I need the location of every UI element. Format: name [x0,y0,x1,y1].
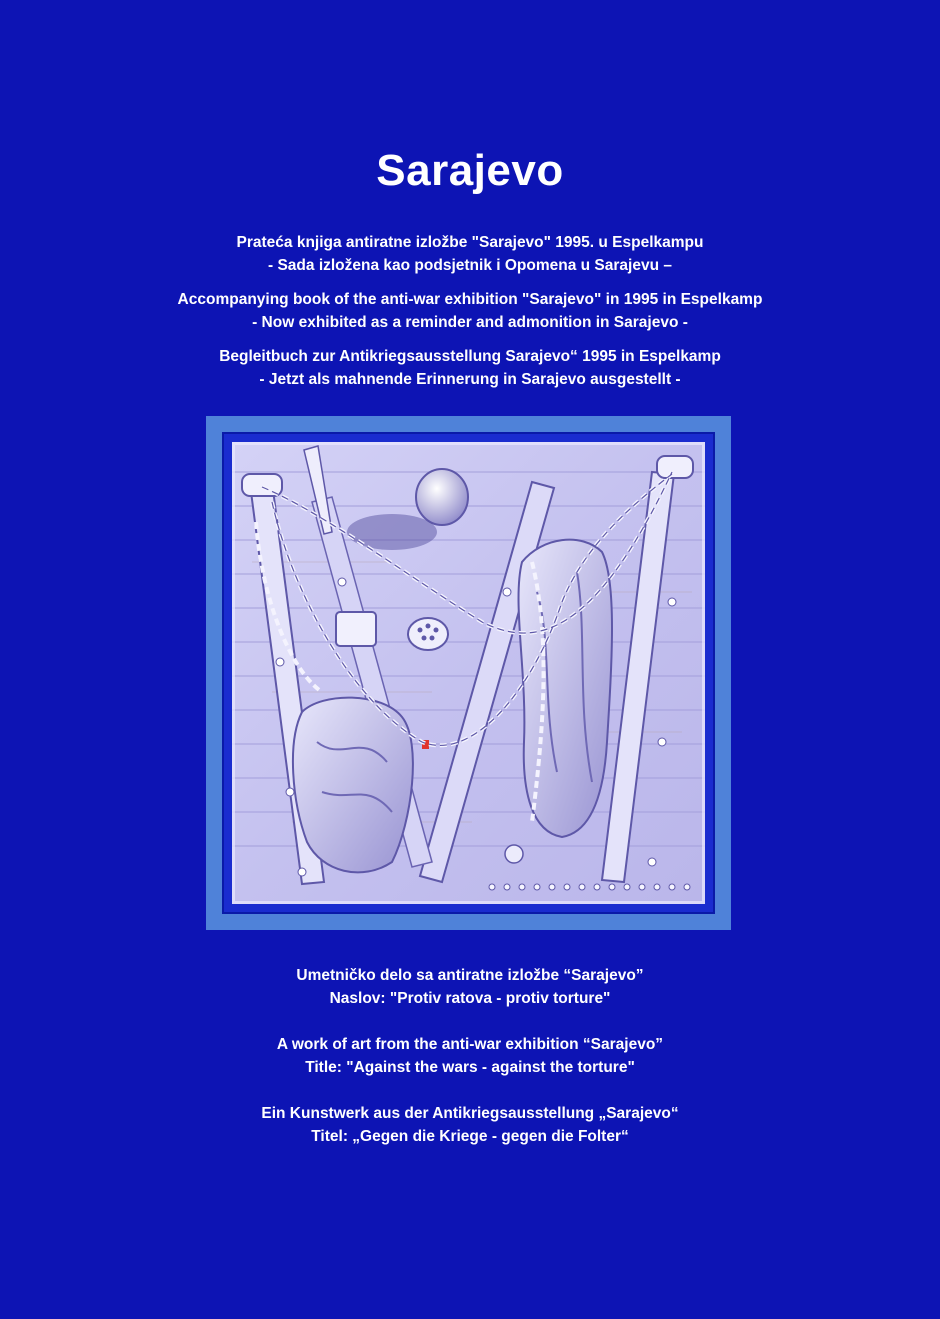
caption-block-serbian [0,964,940,1010]
caption-line: Title: "Against the wars - against the torture" [305,1059,635,1076]
intro-line: - Now exhibited as a reminder and admonition in Sarajevo - [252,314,688,331]
intro-line: Accompanying book of the anti-war exhibition "Sarajevo" in 1995 in Espelkamp [177,291,763,308]
intro-line: - Jetzt als mahnende Erinnerung in Sarajevo ausgestellt - [259,371,681,388]
intro-line: - Sada izložena kao podsjetnik i Opomena u Sarajevu – [268,257,672,274]
intro-line: Begleitbuch zur Antikriegsausstellung Sarajevo“ 1995 in Espelkamp [219,348,721,365]
caption-line: Umetničko delo sa antiratne izložbe “Sarajevo” [296,967,644,984]
caption-line: A work of art from the anti-war exhibition “Sarajevo” [276,1036,664,1053]
caption-line: Ein Kunstwerk aus der Antikriegsausstellung „Sarajevo“ [261,1105,679,1122]
intro-line: Prateća knjiga antiratne izložbe "Sarajevo" 1995. u Espelkampu [236,234,704,251]
caption-line: Naslov: "Protiv ratova - protiv torture" [329,990,611,1007]
intro-block-2 [0,288,940,334]
caption-block-english [0,1033,940,1079]
artwork-image [232,442,705,904]
caption-line: Titel: „Gegen die Kriege - gegen die Folter“ [311,1128,629,1145]
intro-block-3 [0,345,940,391]
caption-block-german [0,1102,940,1148]
intro-block-1 [0,231,940,277]
page-title: Sarajevo [376,146,564,195]
relief-sculpture-image [232,442,705,904]
captions [0,964,940,1171]
